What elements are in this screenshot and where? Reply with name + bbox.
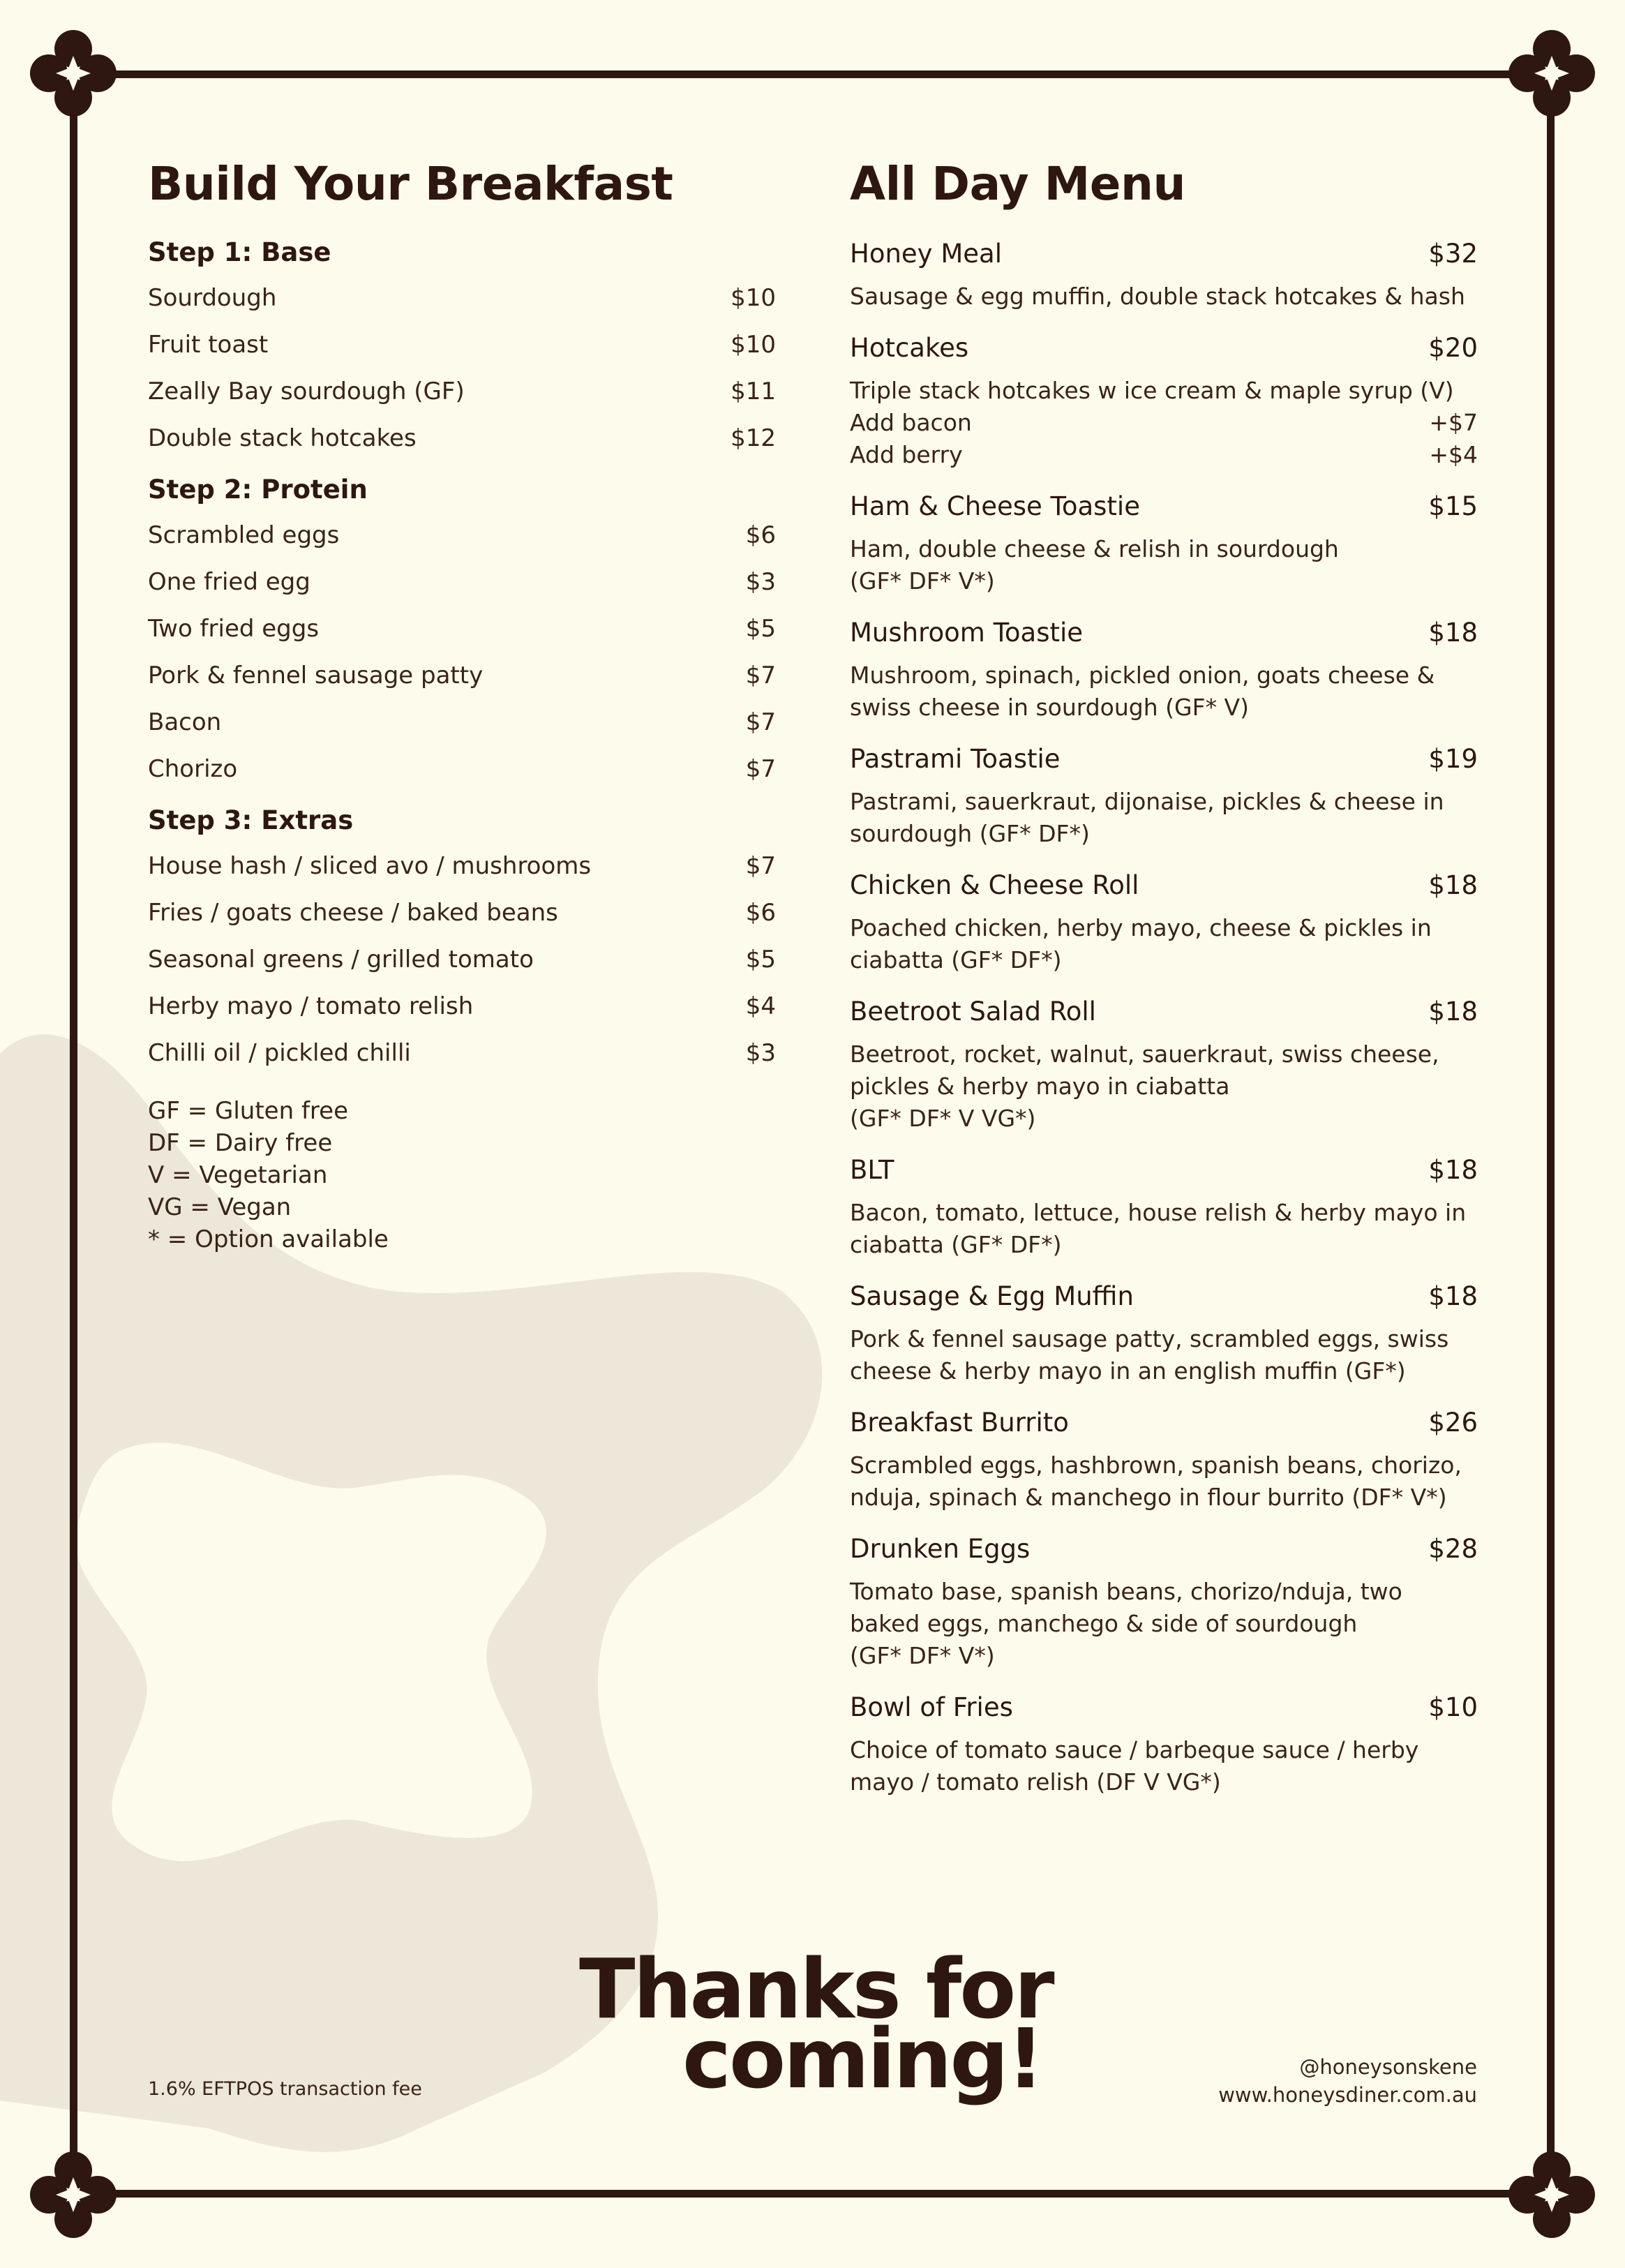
build-your-breakfast-section	[148, 157, 776, 1255]
menu-item-header	[850, 1691, 1478, 1724]
item-price: $7	[745, 755, 776, 783]
item-price: $12	[731, 424, 776, 452]
step-heading: Step 2: Protein	[148, 475, 368, 505]
menu-row	[148, 1038, 776, 1068]
item-description-line: swiss cheese in sourdough (GF* V)	[850, 694, 1250, 721]
menu-item	[850, 1532, 1478, 1672]
menu-item	[850, 1154, 1478, 1261]
item-price: $18	[1428, 1281, 1478, 1311]
menu-row	[148, 520, 776, 551]
menu-row	[148, 944, 776, 975]
item-addon	[850, 439, 1478, 471]
item-price: $7	[745, 852, 776, 880]
frame-left-line	[70, 115, 77, 2153]
thanks-line-2: coming!	[682, 2010, 1042, 2107]
item-price: $26	[1428, 1408, 1478, 1438]
item-name: Zeally Bay sourdough (GF)	[148, 378, 465, 405]
social-handle: @honeysonskene	[1299, 2055, 1477, 2079]
item-description-line: sourdough (GF* DF*)	[850, 820, 1090, 847]
menu-item-header	[850, 743, 1478, 776]
eftpos-fee-note: 1.6% EFTPOS transaction fee	[148, 2078, 422, 2100]
frame-right-line	[1547, 115, 1555, 2153]
menu-row	[148, 567, 776, 597]
menu-item-header	[850, 1154, 1478, 1187]
addon-name: Add berry	[850, 441, 963, 468]
menu-item	[850, 869, 1478, 976]
menu-item	[850, 743, 1478, 850]
item-description-line: Triple stack hotcakes w ice cream & maple syrup (V)	[850, 377, 1454, 404]
item-name: Bowl of Fries	[850, 1692, 1013, 1722]
item-description-line: Sausage & egg muffin, double stack hotcakes & hash	[850, 283, 1465, 310]
item-name: Hotcakes	[850, 333, 969, 363]
corner-flower-icon	[28, 2149, 119, 2240]
item-price: $18	[1428, 870, 1478, 900]
menu-row	[148, 376, 776, 407]
item-price: $10	[1428, 1692, 1478, 1722]
item-name: Seasonal greens / grilled tomato	[148, 946, 534, 973]
item-name: Pork & fennel sausage patty	[148, 662, 484, 689]
breakfast-steps	[148, 237, 776, 1068]
menu-item-header	[850, 1532, 1478, 1566]
item-description-line: Scrambled eggs, hashbrown, spanish beans, chorizo,	[850, 1452, 1462, 1479]
legend-entry: V = Vegetarian	[148, 1161, 328, 1189]
menu-item-header	[850, 237, 1478, 271]
item-description-line: Ham, double cheese & relish in sourdough	[850, 535, 1339, 562]
breakfast-step	[148, 805, 776, 1068]
item-description-line: baked eggs, manchego & side of sourdough	[850, 1610, 1358, 1637]
menu-row	[148, 660, 776, 691]
item-price: $5	[745, 615, 776, 643]
item-name: Beetroot Salad Roll	[850, 997, 1096, 1027]
item-description-line: Pastrami, sauerkraut, dijonaise, pickles & cheese in	[850, 788, 1444, 815]
step-heading: Step 1: Base	[148, 237, 331, 267]
item-price: $6	[745, 521, 776, 549]
item-price: $32	[1428, 239, 1478, 269]
menu-item-header	[850, 995, 1478, 1029]
all-day-menu-items	[850, 237, 1478, 1798]
frame-bottom-line	[115, 2190, 1511, 2198]
item-name: House hash / sliced avo / mushrooms	[148, 852, 592, 880]
item-name: Drunken Eggs	[850, 1534, 1031, 1564]
addon-price: +$4	[1429, 441, 1478, 468]
item-description-line: Choice of tomato sauce / barbeque sauce / herby	[850, 1736, 1419, 1763]
menu-item	[850, 995, 1478, 1135]
item-description-line: ciabatta (GF* DF*)	[850, 1231, 1062, 1258]
menu-item-header	[850, 490, 1478, 523]
menu-row	[148, 897, 776, 928]
corner-flower-icon	[28, 28, 119, 119]
menu-item	[850, 237, 1478, 313]
item-name: Chilli oil / pickled chilli	[148, 1039, 411, 1067]
item-name: Bacon	[148, 708, 222, 736]
menu-item	[850, 331, 1478, 471]
item-name: Scrambled eggs	[148, 521, 340, 549]
website-url: www.honeysdiner.com.au	[1218, 2083, 1477, 2107]
item-price: $10	[731, 284, 776, 312]
dietary-legend	[148, 1095, 776, 1255]
item-price: $18	[1428, 618, 1478, 648]
thanks-line-1: Thanks for	[579, 1941, 1053, 2037]
corner-flower-icon	[1506, 28, 1597, 119]
item-name: Chorizo	[148, 755, 238, 783]
legend-entry: DF = Dairy free	[148, 1129, 333, 1157]
item-name: BLT	[850, 1155, 894, 1185]
item-name: Two fried eggs	[148, 615, 320, 643]
menu-item-header	[850, 616, 1478, 650]
item-description-line: cheese & herby mayo in an english muffin (GF*)	[850, 1357, 1406, 1385]
menu-row	[148, 613, 776, 644]
item-price: $11	[731, 378, 776, 405]
item-price: $28	[1428, 1534, 1478, 1564]
item-price: $3	[745, 1039, 776, 1067]
item-price: $5	[745, 946, 776, 973]
corner-flower-icon	[1506, 2149, 1597, 2240]
menu-item	[850, 1691, 1478, 1798]
item-name: Ham & Cheese Toastie	[850, 491, 1140, 521]
menu-row	[148, 283, 776, 313]
step-heading: Step 3: Extras	[148, 805, 354, 835]
frame-top-line	[115, 70, 1511, 78]
item-description-line: Beetroot, rocket, walnut, sauerkraut, swiss cheese,	[850, 1040, 1439, 1068]
all-day-menu-title: All Day Menu	[850, 157, 1186, 211]
menu-item	[850, 1280, 1478, 1387]
item-price: $7	[745, 662, 776, 689]
breakfast-step	[148, 237, 776, 454]
item-description-line: nduja, spinach & manchego in flour burrito (DF* V*)	[850, 1484, 1447, 1511]
menu-item	[850, 490, 1478, 597]
item-name: Sourdough	[148, 284, 277, 312]
legend-entry: GF = Gluten free	[148, 1097, 348, 1125]
item-description-line: Pork & fennel sausage patty, scrambled eggs, swiss	[850, 1325, 1449, 1352]
menu-item-header	[850, 1406, 1478, 1440]
item-description-line: Poached chicken, herby mayo, cheese & pickles in	[850, 914, 1432, 941]
item-price: $19	[1428, 744, 1478, 774]
menu-item-header	[850, 869, 1478, 902]
item-name: Honey Meal	[850, 239, 1002, 269]
item-description-line: Tomato base, spanish beans, chorizo/nduja, two	[850, 1578, 1402, 1605]
item-description-line: (GF* DF* V*)	[850, 1642, 995, 1669]
menu-row	[148, 329, 776, 360]
item-price: $4	[745, 992, 776, 1020]
item-name: Pastrami Toastie	[850, 744, 1061, 774]
addon-name: Add bacon	[850, 409, 972, 436]
legend-entry: VG = Vegan	[148, 1193, 292, 1221]
item-description-line: Bacon, tomato, lettuce, house relish & herby mayo in	[850, 1199, 1467, 1226]
build-your-breakfast-title: Build Your Breakfast	[148, 157, 673, 211]
item-price: $6	[745, 899, 776, 927]
item-name: One fried egg	[148, 568, 310, 596]
menu-row	[148, 707, 776, 738]
item-price: $20	[1428, 333, 1478, 363]
menu-item-header	[850, 331, 1478, 365]
item-price: $15	[1428, 491, 1478, 521]
item-price: $7	[745, 708, 776, 736]
item-price: $18	[1428, 997, 1478, 1027]
breakfast-step	[148, 475, 776, 784]
item-price: $18	[1428, 1155, 1478, 1185]
menu-row	[148, 423, 776, 454]
item-name: Chicken & Cheese Roll	[850, 870, 1139, 900]
item-description-line: (GF* DF* V*)	[850, 567, 995, 595]
contact-info	[1218, 2053, 1477, 2109]
menu-item	[850, 1406, 1478, 1514]
item-name: Fries / goats cheese / baked beans	[148, 899, 558, 927]
item-description-line: pickles & herby mayo in ciabatta	[850, 1073, 1230, 1100]
item-name: Fruit toast	[148, 331, 269, 359]
item-price: $10	[731, 331, 776, 359]
item-price: $3	[745, 568, 776, 596]
item-name: Mushroom Toastie	[850, 618, 1084, 648]
menu-row	[148, 754, 776, 784]
item-description-line: mayo / tomato relish (DF V VG*)	[850, 1768, 1221, 1796]
menu-row	[148, 851, 776, 881]
all-day-menu-section	[850, 157, 1478, 1817]
menu-row	[148, 991, 776, 1022]
item-name: Breakfast Burrito	[850, 1408, 1069, 1438]
item-description-line: ciabatta (GF* DF*)	[850, 946, 1062, 973]
menu-item-header	[850, 1280, 1478, 1313]
addon-price: +$7	[1429, 409, 1478, 436]
legend-entry: * = Option available	[148, 1225, 389, 1253]
item-description-line: (GF* DF* V VG*)	[850, 1105, 1036, 1132]
item-name: Double stack hotcakes	[148, 424, 417, 452]
menu-item	[850, 616, 1478, 724]
item-name: Herby mayo / tomato relish	[148, 992, 474, 1020]
item-name: Sausage & Egg Muffin	[850, 1281, 1134, 1311]
item-description-line: Mushroom, spinach, pickled onion, goats cheese &	[850, 662, 1435, 689]
thanks-for-coming-logo	[579, 1941, 1068, 2107]
item-addon	[850, 407, 1478, 439]
